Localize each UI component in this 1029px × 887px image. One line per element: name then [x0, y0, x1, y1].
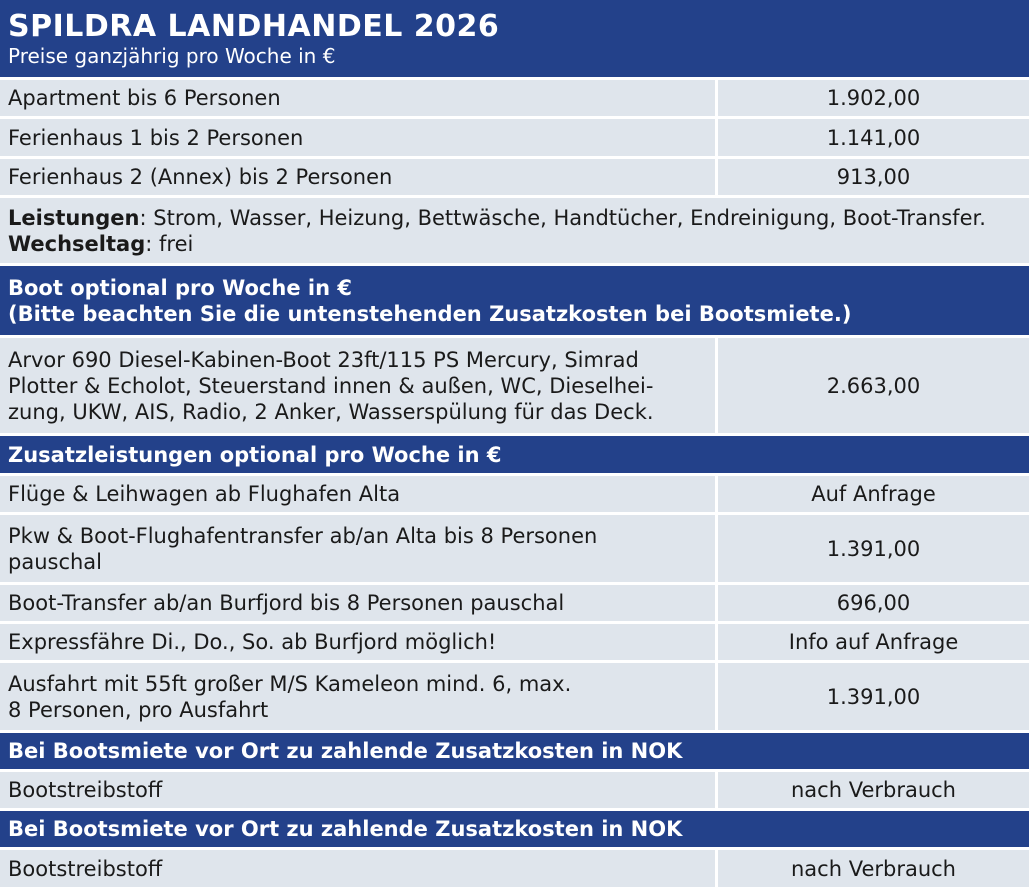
table-row	[0, 772, 1029, 808]
row-value: 1.902,00	[718, 80, 1029, 116]
changeover-label: Wechseltag	[8, 231, 146, 256]
table-row	[0, 80, 1029, 116]
boat-section-title: Boot optional pro Woche in €	[8, 275, 352, 300]
row-label: Apartment bis 6 Personen	[0, 80, 715, 116]
changeover-text: : frei	[145, 231, 194, 256]
table-row	[0, 119, 1029, 156]
services-label: Leistungen	[8, 205, 140, 230]
row-label: Ferienhaus 2 (Annex) bis 2 Personen	[0, 159, 715, 195]
extras-section-header	[0, 436, 1029, 473]
row-value: 2.663,00	[718, 338, 1029, 433]
local-costs-header	[0, 733, 1029, 769]
row-value: Info auf Anfrage	[718, 624, 1029, 660]
row-value: 913,00	[718, 159, 1029, 195]
row-value: nach Verbrauch	[718, 772, 1029, 808]
table-row	[0, 159, 1029, 195]
row-label: Flüge & Leihwagen ab Flughafen Alta	[0, 476, 715, 512]
row-label: Pkw & Boot-Flughafentransfer ab/an Alta bis 8 Personen pauschal	[0, 515, 715, 582]
row-label: Bootstreibstoff	[0, 772, 715, 808]
table-row	[0, 624, 1029, 660]
row-label: Ferienhaus 1 bis 2 Personen	[0, 119, 715, 156]
row-label: Expressfähre Di., Do., So. ab Burfjord möglich!	[0, 624, 715, 660]
row-value: 1.141,00	[718, 119, 1029, 156]
services-included	[8, 205, 986, 231]
local-costs-header	[0, 811, 1029, 847]
row-value: Auf Anfrage	[718, 476, 1029, 512]
row-label: Boot-Transfer ab/an Burfjord bis 8 Personen pauschal	[0, 585, 715, 621]
table-row	[0, 850, 1029, 887]
row-label: Bootstreibstoff	[0, 850, 715, 887]
table-row	[0, 585, 1029, 621]
local-costs-title: Bei Bootsmiete vor Ort zu zahlende Zusatzkosten in NOK	[8, 817, 683, 841]
table-row	[0, 476, 1029, 512]
table-row	[0, 515, 1029, 582]
boat-section-header	[0, 266, 1029, 335]
table-row	[0, 338, 1029, 433]
row-label: Ausfahrt mit 55ft großer M/S Kameleon mind. 6, max. 8 Personen, pro Ausfahrt	[0, 663, 715, 730]
table-row	[0, 663, 1029, 730]
local-costs-title: Bei Bootsmiete vor Ort zu zahlende Zusatzkosten in NOK	[8, 739, 683, 763]
boat-section-note: (Bitte beachten Sie die untenstehenden Zusatzkosten bei Bootsmiete.)	[8, 301, 852, 326]
services-row	[0, 198, 1029, 263]
row-value: 1.391,00	[718, 663, 1029, 730]
extras-section-title: Zusatzleistungen optional pro Woche in €	[8, 442, 502, 467]
row-label: Arvor 690 Diesel-Kabinen-Boot 23ft/115 PS Mercury, Simrad Plotter & Echolot, Steuerstand innen & außen, WC, Dieselhei- zung, UKW, AIS, Radio, 2 Anker, Wasserspülung für das Deck.	[0, 338, 715, 433]
changeover-day	[8, 231, 193, 257]
row-value: nach Verbrauch	[718, 850, 1029, 887]
title-header	[0, 0, 1029, 77]
services-text: : Strom, Wasser, Heizung, Bettwäsche, Handtücher, Endreinigung, Boot-Transfer.	[139, 205, 986, 230]
page-subtitle: Preise ganzjährig pro Woche in €	[8, 43, 336, 68]
row-value: 696,00	[718, 585, 1029, 621]
row-value: 1.391,00	[718, 515, 1029, 582]
page-title: SPILDRA LANDHANDEL 2026	[8, 8, 500, 44]
